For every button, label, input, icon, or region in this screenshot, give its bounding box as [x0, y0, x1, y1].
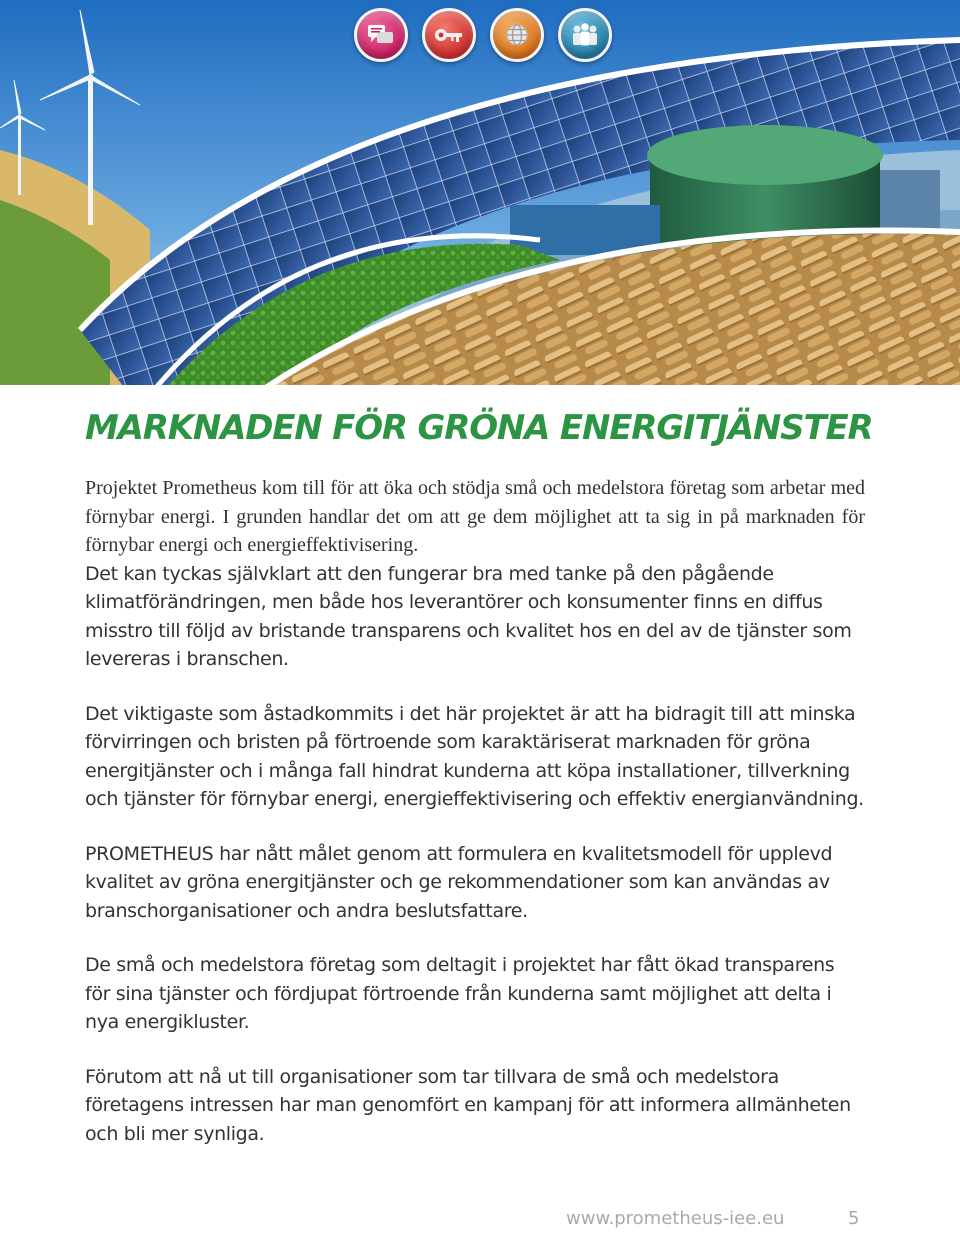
paragraph-campaign: Förutom att nå ut till organisationer som tar tillvara de små och medelstora företagens intressen har man genomfört en kampanj för att informera allmänheten och bli mer synliga.	[85, 1065, 851, 1145]
paragraph-quality-model: PROMETHEUS har nått målet genom att formulera en kvalitetsmodell för upplevd kvalitet av gröna energitjänster och ge rekommendationer som kan användas av branschorganisationer och andra beslutsfattare.	[85, 842, 833, 922]
key-icon	[433, 20, 465, 50]
speech-bubbles-icon	[366, 20, 396, 50]
globe-icon	[502, 20, 532, 50]
people-icon	[569, 20, 601, 50]
nav-button-speech[interactable]	[354, 8, 408, 62]
footer-url[interactable]: www.prometheus-iee.eu	[566, 1208, 785, 1229]
nav-button-people[interactable]	[558, 8, 612, 62]
article-body	[85, 474, 865, 1174]
paragraph-intro: Projektet Prometheus kom till för att öka och stödja små och medelstora företag som arbetar med förnybar energi. I grunden handlar det om att ge dem möjlighet att ta sig in på marknaden för förnybar energi och energieffektivisering.	[85, 477, 865, 556]
page-title: MARKNADEN FÖR GRÖNA ENERGITJÄNSTER	[85, 408, 873, 448]
page-number: 5	[848, 1208, 860, 1229]
nav-button-key[interactable]	[422, 8, 476, 62]
top-icon-bar	[354, 8, 618, 68]
paragraph-trust: Det kan tyckas självklart att den fungerar bra med tanke på den pågående klimatförändringen, men både hos leverantörer och konsumenter finns en diffus misstro till följd av bristande transparens och kvalitet hos en del av de tjänster som levereras i branschen.	[85, 562, 852, 670]
paragraph-sme-transparency: De små och medelstora företag som deltagit i projektet har fått ökad transparens för sina tjänster och fördjupat förtroende från kunderna samt möjlighet att delta i nya energikluster.	[85, 954, 835, 1033]
paragraph-achievement: Det viktigaste som åstadkommits i det här projektet är att ha bidragit till att minska förvirringen och bristen på förtroende som karaktäriserat marknaden för gröna energitjänster och i många fall hindrat kunderna att köpa installationer, tillverkning och tjänster för förnybar energi, energieffektivisering och effektiv energianvändning.	[85, 702, 864, 810]
nav-button-globe[interactable]	[490, 8, 544, 62]
